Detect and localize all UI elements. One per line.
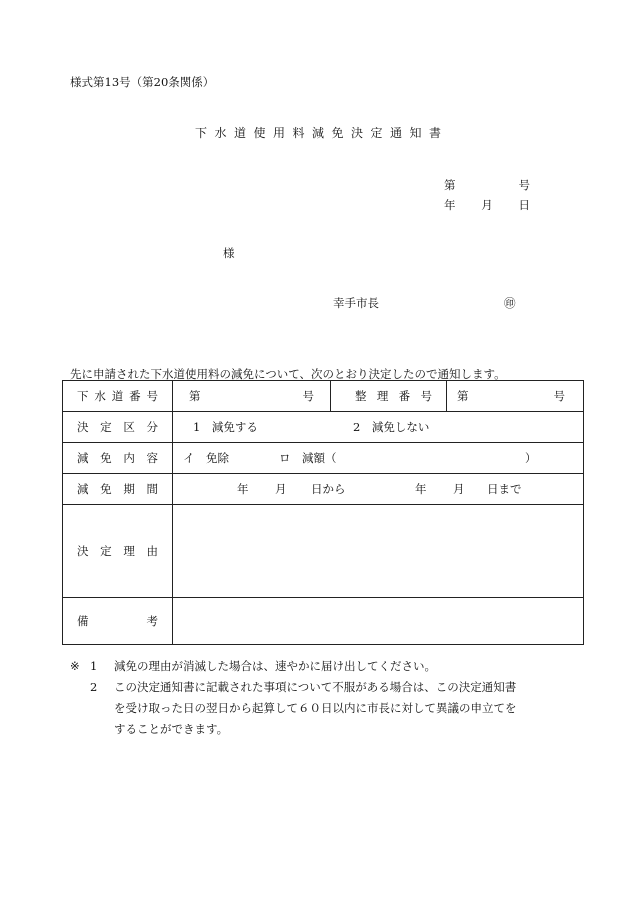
label-char: 番 [398,389,411,403]
reduction-content-options [173,443,584,474]
reference-number-cell[interactable] [447,381,584,412]
label-char: 間 [146,482,158,496]
row-reduction-content [63,443,584,474]
sewer-number-cell[interactable] [173,381,331,412]
row-decision-reason [63,505,584,598]
label-char: 決 [77,544,89,558]
sewer-number-suffix: 号 [302,389,314,403]
decision-type-options [173,412,584,443]
decision-table [62,380,584,645]
note-item [70,656,520,677]
row-decision-type [63,412,584,443]
note-mark: ※ [70,659,80,673]
label-char: 減 [77,482,89,496]
note-text: 減免の理由が消滅した場合は、速やかに届け出してください。 [114,659,436,673]
period-end-day: 日まで [487,482,522,496]
decision-reason-field[interactable] [173,505,584,598]
label-char: 理 [123,544,135,558]
label-reference-number [331,381,447,412]
label-decision-reason [63,505,173,598]
document-title: 下水道使用料減免決定通知書 [195,126,449,140]
note-number: 1 [90,659,98,673]
label-char: 減 [77,451,89,465]
label-char: 番 [129,389,141,403]
label-reduction-period [63,474,173,505]
remarks-field[interactable] [173,598,584,645]
form-label: 様式第13号（第20条関係） [70,75,215,89]
label-char: 水 [94,389,106,403]
option-no-reduce-label: 減免しない [371,420,430,434]
document-number-line [444,177,530,193]
sewer-number-prefix: 第 [189,389,201,403]
label-char: 定 [100,420,112,434]
remarks-label-right: 考 [146,614,158,628]
label-char: 整 [355,389,367,403]
label-char: 定 [100,544,112,558]
date-month: 月 [481,198,493,212]
label-char: 容 [146,451,158,465]
recipient-honorific: 様 [223,246,235,260]
label-char: 分 [146,420,158,434]
reference-number-prefix: 第 [457,389,469,403]
label-char: 期 [123,482,135,496]
label-char: 号 [146,389,158,403]
label-decision-type [63,412,173,443]
label-char: 道 [111,389,124,403]
period-start-year: 年 [237,482,249,496]
reduction-amount-close: ） [525,451,537,465]
option-exemption[interactable]: イ 免除 [183,451,229,465]
label-reduction-content [63,443,173,474]
note-text: この決定通知書に記載された事項について不服がある場合は、この決定通知書を受け取った日の翌日から起算して６０日以内に市長に対して異議の申立てをすることができます。 [114,680,517,736]
period-end-year: 年 [415,482,427,496]
seal-icon: ㊞ [504,296,516,310]
reduction-period-field[interactable] [173,474,584,505]
label-char: 由 [146,544,158,558]
label-char: 決 [77,420,89,434]
label-char: 区 [123,420,135,434]
date-year: 年 [444,198,456,212]
option-no-reduce[interactable] [353,419,429,435]
reference-number-suffix: 号 [553,389,565,403]
document-date-line [444,197,530,213]
option-partial-reduction[interactable]: ロ 減額（ [279,451,337,465]
label-sewer-number-text [77,388,158,404]
number-suffix: 号 [518,178,530,192]
label-sewer-number [63,381,173,412]
period-end-month: 月 [453,482,465,496]
note-item [70,677,520,740]
label-char: 理 [376,389,389,403]
period-start-month: 月 [275,482,287,496]
option-no-reduce-number: 2 [353,420,361,434]
note-number: 2 [90,680,98,694]
notes [70,656,520,740]
label-char: 下 [77,389,89,403]
label-char: 号 [420,389,432,403]
label-remarks [63,598,173,645]
label-char: 免 [100,482,112,496]
remarks-label-left: 備 [77,614,89,628]
option-reduce[interactable] [193,419,353,435]
label-char: 免 [100,451,112,465]
row-sewer-number [63,381,584,412]
option-reduce-label: 減免する [211,420,258,434]
row-remarks [63,598,584,645]
row-reduction-period [63,474,584,505]
issuer-name: 幸手市長 [333,296,379,310]
period-start-day: 日から [311,482,346,496]
number-prefix: 第 [444,178,456,192]
option-reduce-number: 1 [193,420,201,434]
date-day: 日 [518,198,530,212]
intro-text: 先に申請された下水道使用料の減免について、次のとおり決定したので通知します。 [70,367,506,381]
label-char: 内 [123,451,135,465]
